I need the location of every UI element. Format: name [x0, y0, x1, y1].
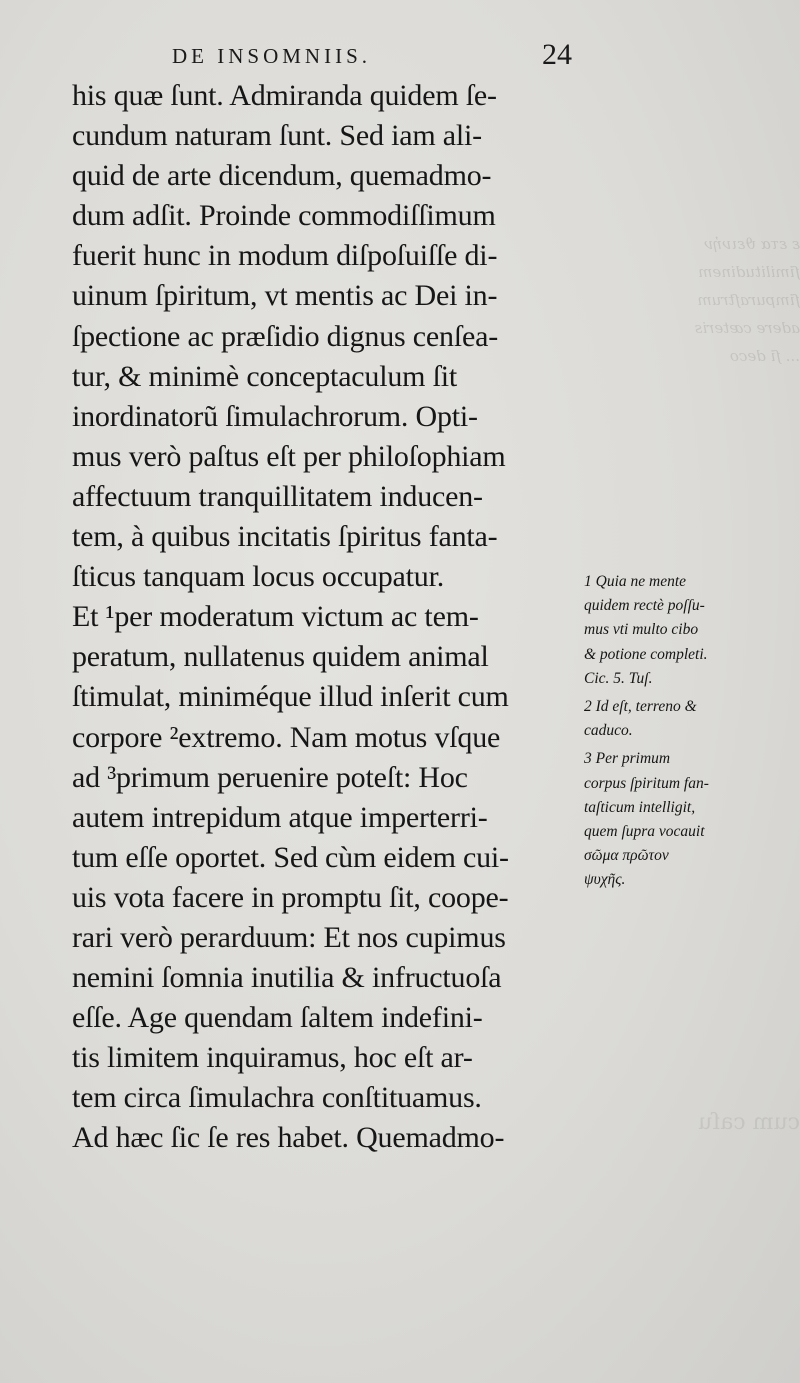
- note-line: mus vti multo cibo: [584, 621, 699, 639]
- book-page: ε ετα ϑεινἠν ſimilitudinem ſimpuraſtrum adere cæteris ... ſi deco cum caſu DE INSOMNIIS. 24 his quæ ſunt. Admiranda quidem ſe- cundum naturam ſunt. Sed iam ali- quid de arte dicendum, quemadmo- dum adſit. Proinde commodiſſimum fuerit hunc in modum diſpoſuiſſe di- uinum ſpiritum, vt mentis ac Dei in- ſpectione ac præſidio dignus cenſea- tur, & minimè conceptaculum ſit inordinatorũ ſimulachrorum. Opti- mus verò paſtus eſt per philoſophiam affectuum tranquillitatem inducen- tem, à quibus incitatis ſpiritus fanta- ſticus tanquam locus occupatur. Et ¹per moderatum victum ac tem- peratum, nullatenus quidem animal ſtimulat, miniméque illud inſerit cum corpore ²extremo. Nam motus vſque ad ³primum peruenire poteſt: Hoc autem intrepidum atque imperterri- tum eſſe oportet. Sed cùm eidem cui- uis vota facere in promptu ſit, coope- rari verò perarduum: Et nos cupimus nemini ſomnia inutilia & infructuoſa eſſe. Age quendam ſaltem indefini- tis limitem inquiramus, hoc eſt ar- tem circa ſimulachra conſtituamus. Ad hæc ſic ſe res habet. Quemadmo- 1 Quia ne mente quidem rectè poſſu- mus vti multo cibo & potione completi. Cic. 5. Tuſ. 2 Id eſt, terreno & caduco. 3 Per primum corpus ſpiritum fan- taſticum intelligit, quem ſupra vocauit σῶμα πρῶτον ψυχῆς.: [0, 0, 800, 1383]
- text-line: fuerit hunc in modum diſpoſuiſſe di-: [72, 239, 498, 273]
- text-line: Ad hæc ſic ſe res habet. Quemadmo-: [72, 1121, 505, 1155]
- text-line: rari verò perarduum: Et nos cupimus: [72, 920, 506, 954]
- note-line: 2 Id eſt, terreno &: [584, 698, 697, 716]
- page-header: [172, 38, 572, 78]
- note-line: & potione completi.: [584, 645, 708, 663]
- text-line: tum eſſe oportet. Sed cùm eidem cui-: [72, 840, 509, 874]
- note-line: quem ſupra vocauit: [584, 823, 705, 841]
- text-line: tur, & minimè conceptaculum ſit: [72, 359, 458, 393]
- note-line: quidem rectè poſſu-: [584, 597, 705, 615]
- marginal-note-3: [584, 747, 794, 892]
- note-line: corpus ſpiritum fan-: [584, 774, 709, 792]
- text-line: peratum, nullatenus quidem animal: [72, 640, 489, 674]
- text-line: ſticus tanquam locus occupatur.: [72, 560, 445, 594]
- note-line: σῶμα πρῶτον: [584, 847, 669, 865]
- note-line: Cic. 5. Tuſ.: [584, 669, 653, 687]
- text-line: tem circa ſimulachra conſtituamus.: [72, 1081, 482, 1115]
- text-line: autem intrepidum atque imperterri-: [72, 800, 488, 834]
- text-line: ſtimulat, miniméque illud inſerit cum: [72, 680, 509, 714]
- note-line: caduco.: [584, 722, 633, 740]
- text-line: dum adſit. Proinde commodiſſimum: [72, 199, 496, 233]
- text-line: nemini ſomnia inutilia & infructuoſa: [72, 961, 502, 995]
- main-text-block: [72, 76, 592, 1159]
- note-line: 1 Quia ne mente: [584, 573, 687, 590]
- text-line: mus verò paſtus eſt per philoſophiam: [72, 439, 506, 473]
- text-line: uis vota facere in promptu ſit, coope-: [72, 880, 509, 914]
- text-line: cundum naturam ſunt. Sed iam ali-: [72, 119, 482, 153]
- marginal-note-1: [584, 570, 794, 691]
- text-line: tem, à quibus incitatis ſpiritus fanta-: [72, 520, 498, 554]
- text-line: Et ¹per moderatum victum ac tem-: [72, 600, 479, 634]
- text-line: quid de arte dicendum, quemadmo-: [72, 159, 492, 193]
- text-line: inordinatorũ ſimulachrorum. Opti-: [72, 399, 478, 433]
- text-line: affectuum tranquillitatem inducen-: [72, 479, 483, 513]
- marginal-notes: [584, 570, 794, 897]
- text-line: corpore ²extremo. Nam motus vſque: [72, 720, 501, 754]
- note-line: 3 Per primum: [584, 750, 671, 768]
- text-line: uinum ſpiritum, vt mentis ac Dei in-: [72, 279, 498, 313]
- note-line: taſticum intelligit,: [584, 798, 696, 816]
- text-line: his quæ ſunt. Admiranda quidem ſe-: [72, 79, 497, 112]
- text-line: ad ³primum peruenire poteſt: Hoc: [72, 760, 468, 794]
- running-head: DE INSOMNIIS.: [172, 44, 371, 68]
- text-line: eſſe. Age quendam ſaltem indefini-: [72, 1001, 483, 1035]
- text-line: ſpectione ac præſidio dignus cenſea-: [72, 319, 498, 353]
- text-line: tis limitem inquiramus, hoc eſt ar-: [72, 1041, 473, 1075]
- note-line: ψυχῆς.: [584, 871, 626, 889]
- marginal-note-2: [584, 695, 794, 743]
- page-number: 24: [542, 38, 572, 71]
